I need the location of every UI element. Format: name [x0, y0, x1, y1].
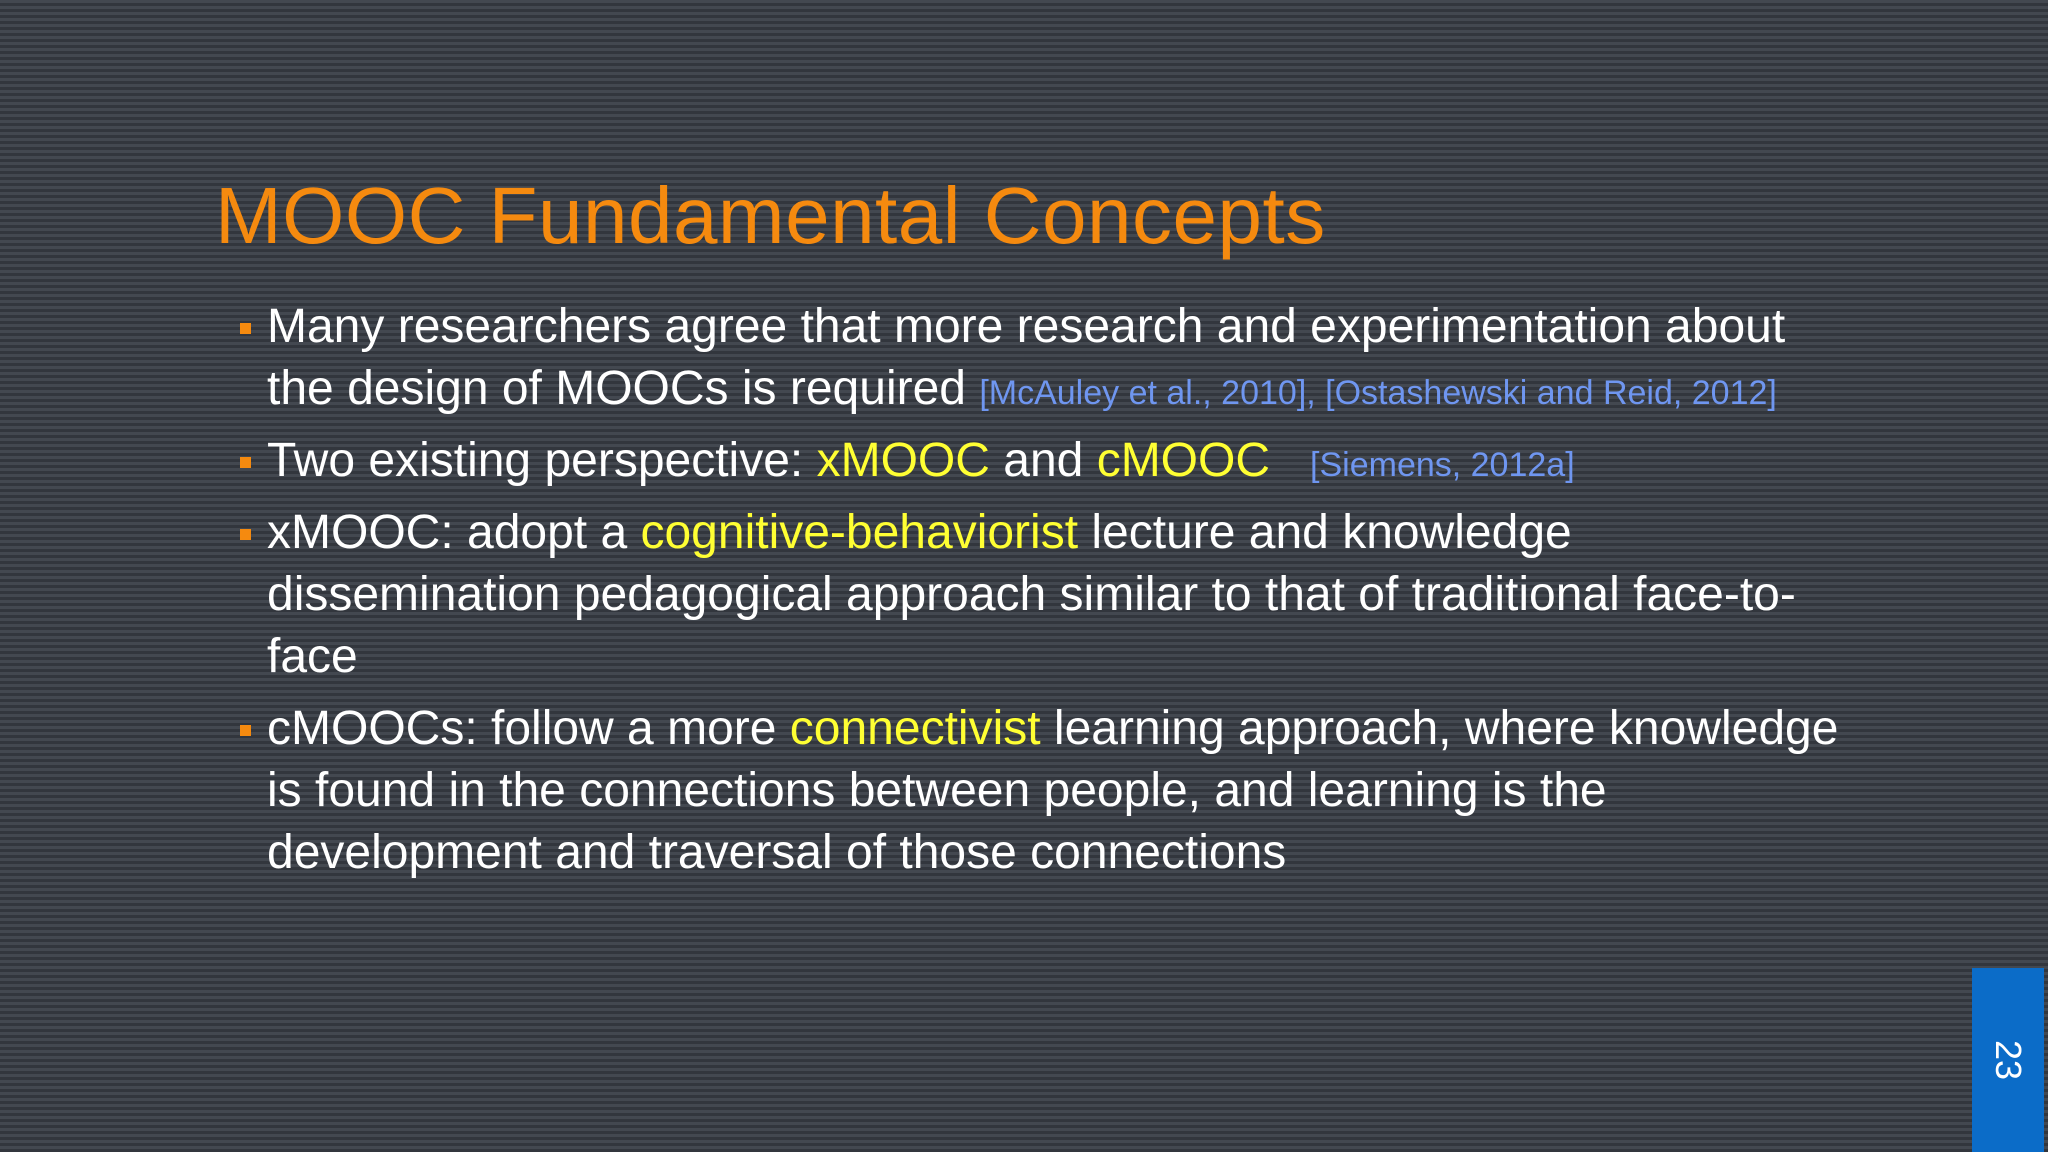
- citation: [McAuley et al., 2010], [Ostashewski and Reid, 2012]: [979, 374, 1777, 412]
- bullet-text: Many researchers agree that more research and experimentation about the design of MOOCs is required: [267, 300, 1786, 415]
- bullet-item-xmooc: [240, 502, 1840, 688]
- bullet-item-perspectives: [240, 430, 1840, 492]
- square-bullet-icon: [240, 529, 251, 540]
- slide-title: MOOC Fundamental Concepts: [215, 171, 1326, 260]
- slide-number: 23: [1988, 1039, 2029, 1081]
- bullet-text: Two existing perspective:: [267, 434, 817, 487]
- square-bullet-icon: [240, 323, 251, 334]
- square-bullet-icon: [240, 725, 251, 736]
- bullet-text: learning approach, where knowledge is found in the connections between people, and learning is the development and traversal of those connections: [267, 702, 1839, 879]
- highlighted-term: xMOOC: [816, 434, 990, 487]
- bullet-item-design-research: [240, 296, 1840, 420]
- bullet-list: [240, 296, 1840, 894]
- highlighted-term: cMOOC: [1096, 434, 1271, 487]
- bullet-text: cMOOCs: follow a more: [267, 702, 790, 755]
- bullet-text: lecture and knowledge dissemination pedagogical approach similar to that of traditional face-to-face: [267, 506, 1796, 683]
- citation: [Siemens, 2012a]: [1310, 446, 1575, 484]
- highlighted-term: cognitive-behaviorist: [640, 506, 1079, 559]
- bullet-text: and: [989, 434, 1097, 487]
- square-bullet-icon: [240, 457, 251, 468]
- bullet-text: xMOOC: adopt a: [267, 506, 641, 559]
- slide-number-tab: [1972, 968, 2044, 1152]
- highlighted-term: connectivist: [789, 702, 1041, 755]
- bullet-item-cmooc: [240, 698, 1840, 884]
